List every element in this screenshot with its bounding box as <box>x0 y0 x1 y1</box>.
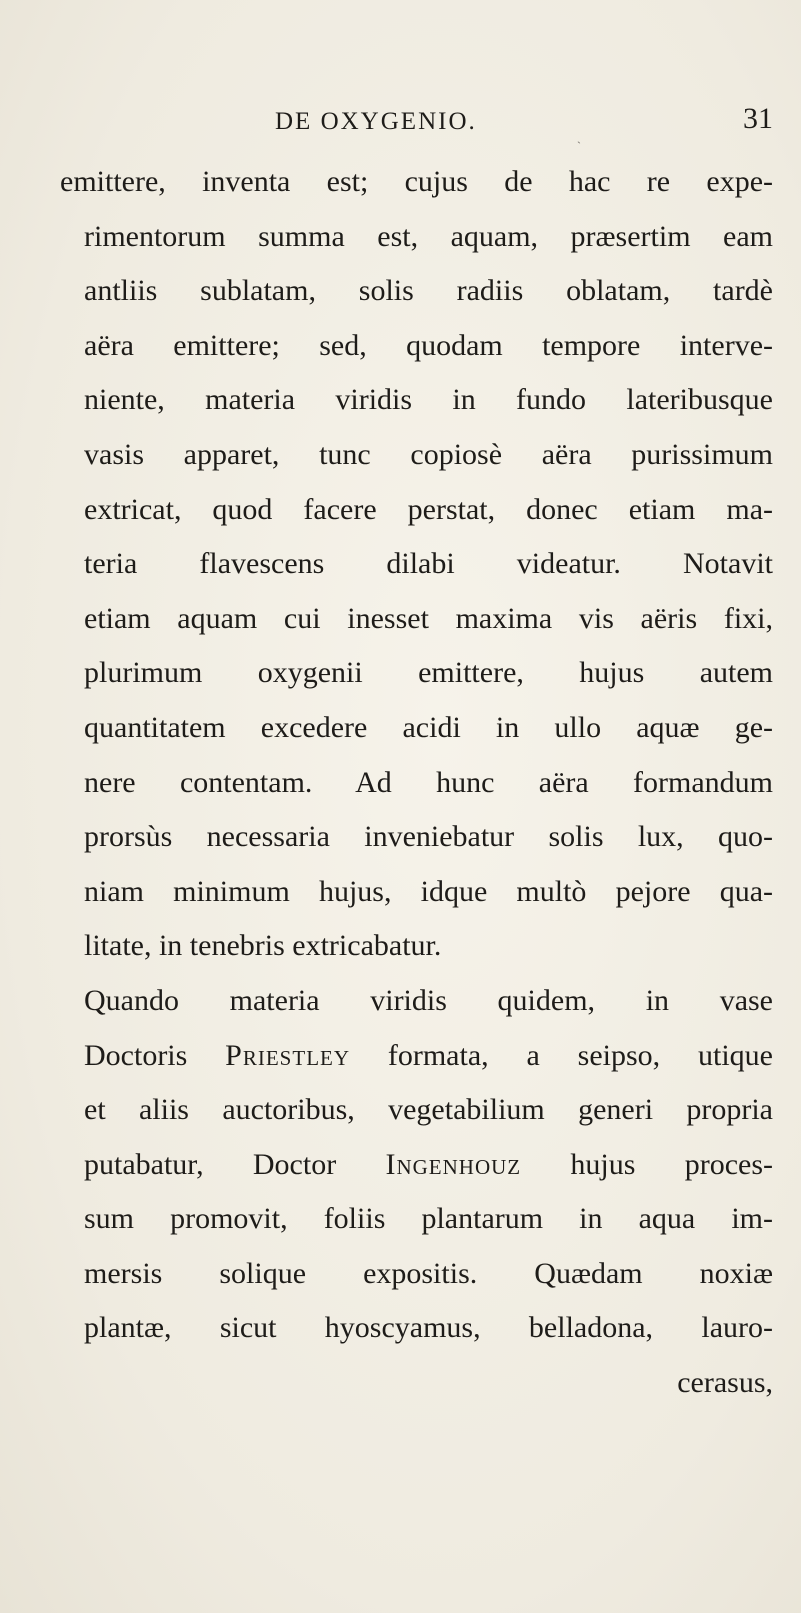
text-line: antliis sublatam, solis radiis oblatam, tardè <box>84 274 773 308</box>
text-line: niam minimum hujus, idque multò pejore qua- <box>84 874 773 908</box>
text-line: litate, in tenebris extricabatur. <box>84 929 442 963</box>
running-head <box>0 102 801 148</box>
text-line: sum promovit, foliis plantarum in aqua im- <box>84 1202 773 1236</box>
text-line: etiam aquam cui inesset maxima vis aëris fixi, <box>84 601 773 635</box>
text-line <box>60 1138 773 1193</box>
text-line: vasis apparet, tunc copiosè aëra purissimum <box>84 437 773 471</box>
author-name-ingenhouz: Ingenhouz <box>385 1147 522 1181</box>
text-line: plantæ, sicut hyoscyamus, belladona, lauro- <box>84 1311 773 1345</box>
author-name-priestley: Priestley <box>225 1038 351 1072</box>
text-line: et aliis auctoribus, vegetabilium generi propria <box>84 1093 773 1127</box>
text-line: plurimum oxygenii emittere, hujus autem <box>84 656 773 690</box>
text-line: emittere, inventa est; cujus de hac re expe- <box>60 165 773 198</box>
text-line: aëra emittere; sed, quodam tempore interve- <box>84 328 773 362</box>
text-line: prorsùs necessaria inveniebatur solis lux, quo- <box>84 820 773 854</box>
text-line: quantitatem excedere acidi in ullo aquæ ge- <box>84 710 773 744</box>
body-text <box>60 155 773 1411</box>
tick-mark: ˎ <box>577 130 581 144</box>
text-fragment: putabatur, Doctor <box>84 1147 386 1181</box>
text-fragment: Doctoris <box>84 1038 226 1072</box>
text-fragment: hujus proces- <box>521 1147 773 1181</box>
text-line: mersis solique expositis. Quædam noxiæ <box>84 1256 773 1290</box>
text-line: teria flavescens dilabi videatur. Notavit <box>84 547 773 581</box>
text-line: rimentorum summa est, aquam, præsertim eam <box>84 219 773 253</box>
page-number: 31 <box>743 102 773 135</box>
running-title: DE OXYGENIO. <box>275 108 477 135</box>
text-line: niente, materia viridis in fundo lateribusque <box>84 383 773 417</box>
paragraph-start-line: Quando materia viridis quidem, in vase <box>84 983 773 1017</box>
text-fragment: formata, a seipso, utique <box>350 1038 773 1072</box>
catchword: cerasus, <box>677 1366 773 1400</box>
text-line: extricat, quod facere perstat, donec etiam ma- <box>84 492 773 526</box>
text-line: nere contentam. Ad hunc aëra formandum <box>84 765 773 799</box>
text-line <box>60 1029 773 1084</box>
